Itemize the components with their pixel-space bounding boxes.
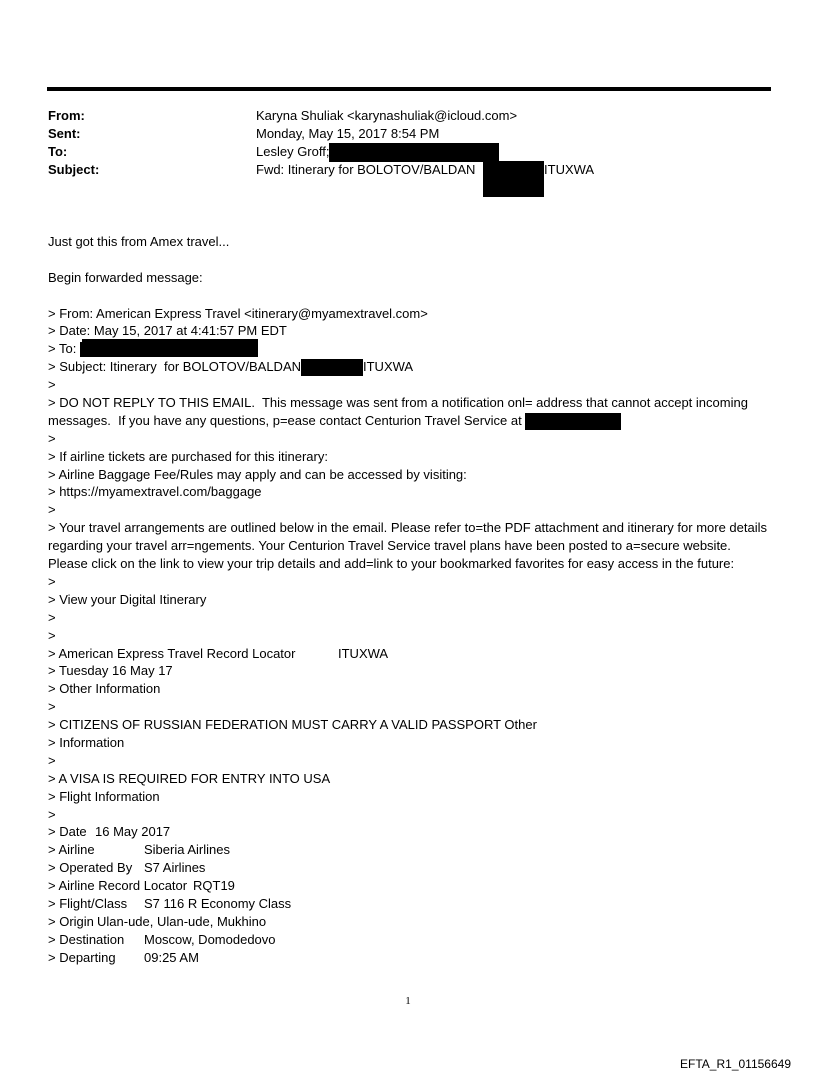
body-line: > Other Information [48, 681, 161, 697]
body-line [48, 645, 768, 663]
fw-subject-text: > Subject: Itinerary for BOLOTOV/BALDAN [48, 359, 301, 375]
subject-label: Subject: [48, 162, 100, 177]
flight-field-label: > Operated By [48, 860, 133, 876]
body-line: Begin forwarded message: [48, 269, 203, 285]
body-line: > [48, 752, 56, 768]
body-line: > Date: May 15, 2017 at 4:41:57 PM EDT [48, 323, 287, 339]
redaction-box [82, 339, 258, 354]
body-line: > DO NOT REPLY TO THIS EMAIL. This message was sent from a notification onl= address that cannot accept incoming [48, 395, 748, 411]
body-line: > [48, 573, 56, 589]
body-line: > [48, 377, 56, 393]
body-line: > [48, 502, 56, 518]
header-rule [47, 87, 771, 91]
flight-row [48, 931, 768, 949]
flight-field-value: S7 Airlines [144, 860, 206, 876]
flight-field-value: RQT19 [193, 878, 235, 894]
subject-text-a: Fwd: Itinerary for BOLOTOV/BALDAN [256, 162, 476, 177]
flight-row [48, 877, 768, 895]
fw-to-label: > To: [48, 341, 77, 357]
sent-label: Sent: [48, 126, 81, 141]
from-value: Karyna Shuliak <karynashuliak@icloud.com> [256, 108, 518, 123]
flight-field-value: 09:25 AM [144, 949, 199, 965]
body-line: > Flight Information [48, 788, 160, 804]
flight-field-value: Ulan-ude, Ulan-ude, Mukhino [97, 913, 267, 929]
sent-value: Monday, May 15, 2017 8:54 PM [256, 126, 440, 141]
flight-field-value: Siberia Airlines [144, 842, 230, 858]
flight-row [48, 895, 768, 913]
to-value [256, 143, 499, 162]
locator-label: > American Express Travel Record Locator [48, 645, 296, 661]
body-line: > A VISA IS REQUIRED FOR ENTRY INTO USA [48, 770, 331, 786]
flight-field-value: Moscow, Domodedovo [144, 931, 276, 947]
arrangements-paragraph: > Your travel arrangements are outlined below in the email. Please refer to=the PDF attachment and itinerary for more details regarding your travel arr=ngements. Your Centurion Travel Service travel plans have been posted to a=secure website. Please click on the link to view your trip details and add=link to your bookmarked favorites for easy access in the future: [48, 520, 767, 572]
page-number: 1 [405, 995, 411, 1007]
body-line: > [48, 430, 56, 446]
flight-row [48, 841, 768, 859]
flight-field-label: > Airline [48, 842, 95, 858]
from-label: From: [48, 108, 85, 123]
redaction-box [525, 413, 621, 430]
flight-field-value: 16 May 2017 [95, 824, 171, 840]
body-line: > Information [48, 734, 125, 750]
flight-row [48, 913, 768, 931]
flight-row [48, 949, 768, 967]
body-line: > [48, 699, 56, 715]
flight-field-label: > Origin [48, 913, 94, 929]
redaction-box [483, 161, 544, 197]
flight-field-label: > Date [48, 824, 87, 840]
flight-row [48, 859, 768, 877]
notice-text: messages. If you have any questions, p=ease contact Centurion Travel Service at [48, 412, 522, 428]
subject-value [256, 161, 594, 197]
body-line: > Tuesday 16 May 17 [48, 663, 173, 679]
body-line: Just got this from Amex travel... [48, 234, 230, 249]
body-line: > From: American Express Travel <itinerary@myamextravel.com> [48, 305, 428, 321]
flight-field-label: > Departing [48, 949, 116, 965]
to-recipient: Lesley Groff; [256, 144, 330, 159]
flight-row [48, 823, 768, 841]
body-line: > [48, 627, 56, 643]
locator-value: ITUXWA [338, 645, 389, 661]
body-line [48, 358, 768, 376]
flight-field-label: > Flight/Class [48, 896, 128, 911]
flight-field-value: S7 116 R Economy Class [144, 896, 292, 911]
body-line: > [48, 806, 56, 822]
bates-number: EFTA_R1_01156649 [680, 1057, 791, 1071]
body-line: > [48, 609, 56, 625]
flight-field-label: > Airline Record Locator [48, 878, 188, 894]
body-line: > https://myamextravel.com/baggage [48, 484, 262, 500]
body-line: > Airline Baggage Fee/Rules may apply and can be accessed by visiting: [48, 466, 467, 482]
flight-field-label: > Destination [48, 931, 125, 947]
fw-subject-code: ITUXWA [363, 359, 414, 375]
redaction-box [329, 143, 499, 162]
to-label: To: [48, 144, 68, 159]
body-line [48, 412, 768, 430]
redaction-box [301, 359, 363, 376]
body-line: > View your Digital Itinerary [48, 591, 207, 607]
subject-text-b: ITUXWA [544, 162, 595, 177]
body-line: > If airline tickets are purchased for this itinerary: [48, 448, 328, 464]
body-line: > CITIZENS OF RUSSIAN FEDERATION MUST CARRY A VALID PASSPORT Other [48, 717, 537, 733]
